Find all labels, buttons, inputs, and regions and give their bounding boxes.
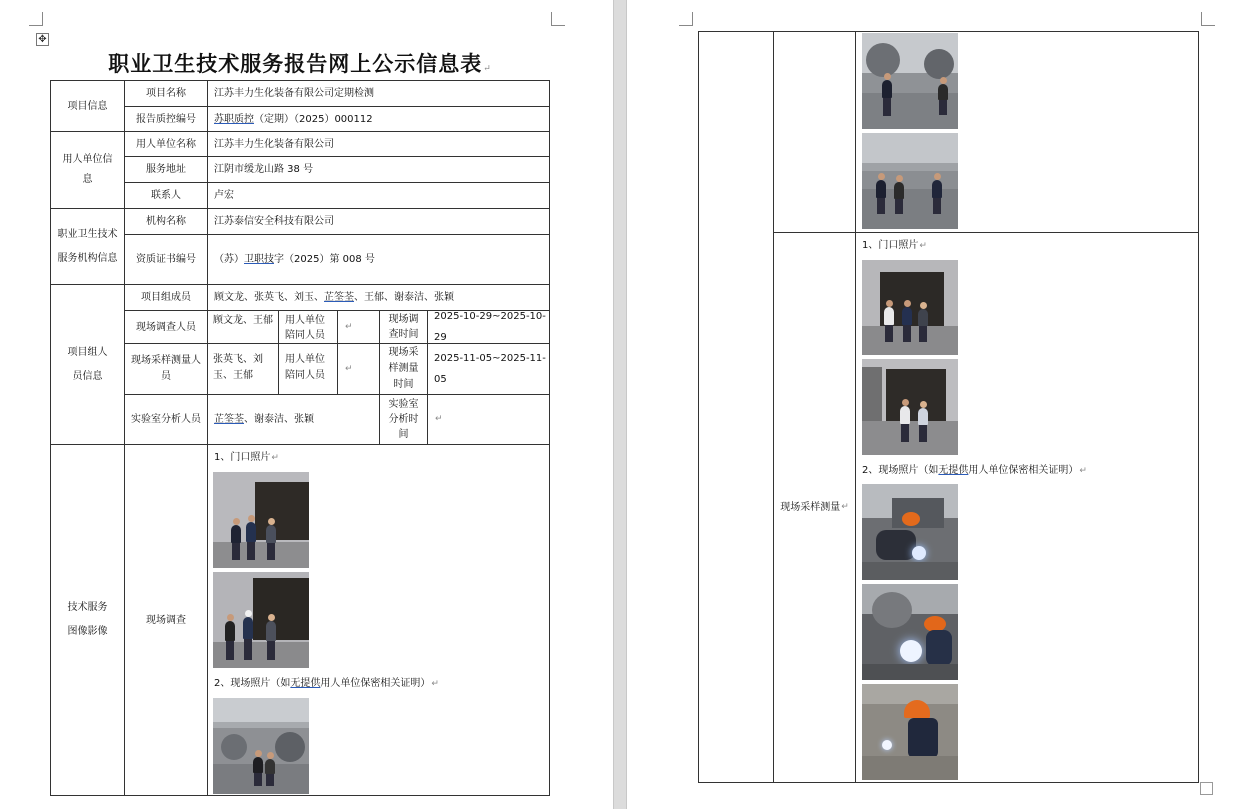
employer-info-group-label: 用人单位信息 — [50, 131, 125, 209]
survey-staff-value[interactable]: 顾文龙、王郁 — [207, 310, 279, 344]
report-code-label: 报告质控编号 — [124, 106, 208, 132]
site-photo-3[interactable] — [862, 133, 958, 229]
agency-name-value[interactable]: 江苏泰信安全科技有限公司 — [207, 208, 550, 235]
sampling-staff-label: 现场采样测量人员 — [124, 343, 208, 395]
page-corner-mark — [29, 12, 43, 26]
survey-accompany-value[interactable]: ↵ — [337, 310, 380, 344]
door-photo-2[interactable] — [213, 572, 309, 668]
site-photo-2[interactable] — [862, 33, 958, 129]
survey-staff-label: 现场调查人员 — [124, 310, 208, 344]
sampling-accompany-label: 用人单位陪同人员 — [278, 343, 338, 395]
team-info-group-label: 项目组人员信息 — [50, 284, 125, 445]
document-title: 职业卫生技术服务报告网上公示信息表↵ — [108, 51, 492, 76]
door-photo-1[interactable] — [213, 472, 309, 568]
document-page-2 — [627, 0, 1245, 809]
move-handle-icon[interactable]: ✥ — [36, 33, 49, 46]
site-photo-1[interactable] — [213, 698, 309, 794]
project-info-group-label: 项目信息 — [50, 80, 125, 132]
project-name-label: 项目名称 — [124, 80, 208, 107]
service-address-label: 服务地址 — [124, 156, 208, 183]
site-photo-6[interactable] — [862, 684, 958, 780]
door-photo-4[interactable] — [862, 359, 958, 455]
project-name-value[interactable]: 江苏丰力生化装备有限公司定期检测 — [207, 80, 550, 107]
team-members-value[interactable]: 顾文龙、张英飞、刘玉、 芷筌荃 、王郁、谢泰洁、张颖 — [207, 284, 550, 311]
door-photo-3[interactable] — [862, 260, 958, 355]
cert-number-value[interactable]: （苏） 卫职技 字（2025）第 008 号 — [207, 234, 550, 285]
cert-number-label: 资质证书编号 — [124, 234, 208, 285]
door-photos-heading-2: 1、门口照片↵ — [862, 240, 927, 251]
survey-time-value[interactable]: 2025-10-29~2025-10-29 — [427, 310, 550, 344]
site-photo-5[interactable] — [862, 584, 958, 680]
lab-staff-label: 实验室分析人员 — [124, 394, 208, 445]
site-photo-4[interactable] — [862, 484, 958, 580]
page-corner-mark — [551, 12, 565, 26]
contact-value[interactable]: 卢宏 — [207, 182, 550, 209]
sampling-images-label: 现场采样测量 ↵ — [773, 232, 856, 783]
survey-accompany-label: 用人单位陪同人员 — [278, 310, 338, 344]
lab-time-label: 实验室分析时间 — [379, 394, 428, 445]
site-photos-heading: 2、现场照片（如无提供用人单位保密相关证明）↵ — [214, 678, 439, 689]
lab-staff-value[interactable]: 芷筌荃 、谢泰洁、张颖 — [207, 394, 380, 445]
page-gap — [613, 0, 627, 809]
site-photos-heading-2: 2、现场照片（如无提供用人单位保密相关证明）↵ — [862, 465, 1087, 476]
door-photos-heading: 1、门口照片↵ — [214, 452, 279, 463]
agency-name-label: 机构名称 — [124, 208, 208, 235]
page-corner-mark — [1201, 12, 1215, 26]
images-group-label: 技术服务图像影像 — [50, 444, 125, 796]
service-address-value[interactable]: 江阴市缓龙山路 38 号 — [207, 156, 550, 183]
page-corner-mark — [679, 12, 693, 26]
sampling-time-label: 现场采样测量时间 — [379, 343, 428, 395]
team-members-label: 项目组成员 — [124, 284, 208, 311]
lab-time-value[interactable]: ↵ — [427, 394, 550, 445]
report-code-value[interactable]: 苏职质控 （定期）（2025）000112 — [207, 106, 550, 132]
document-page-1 — [0, 0, 613, 809]
continued-survey-cell — [773, 31, 856, 233]
sampling-time-value[interactable]: 2025-11-05~2025-11-05 — [427, 343, 550, 395]
agency-info-group-label: 职业卫生技术服务机构信息 — [50, 208, 125, 285]
contact-label: 联系人 — [124, 182, 208, 209]
continued-group-cell — [698, 31, 774, 783]
survey-time-label: 现场调查时间 — [379, 310, 428, 344]
survey-images-label: 现场调查 — [124, 444, 208, 796]
sampling-staff-value[interactable]: 张英飞、刘玉、王郁 — [207, 343, 279, 395]
employer-name-label: 用人单位名称 — [124, 131, 208, 157]
resize-corner-icon[interactable] — [1200, 782, 1213, 795]
employer-name-value[interactable]: 江苏丰力生化装备有限公司 — [207, 131, 550, 157]
sampling-accompany-value[interactable]: ↵ — [337, 343, 380, 395]
